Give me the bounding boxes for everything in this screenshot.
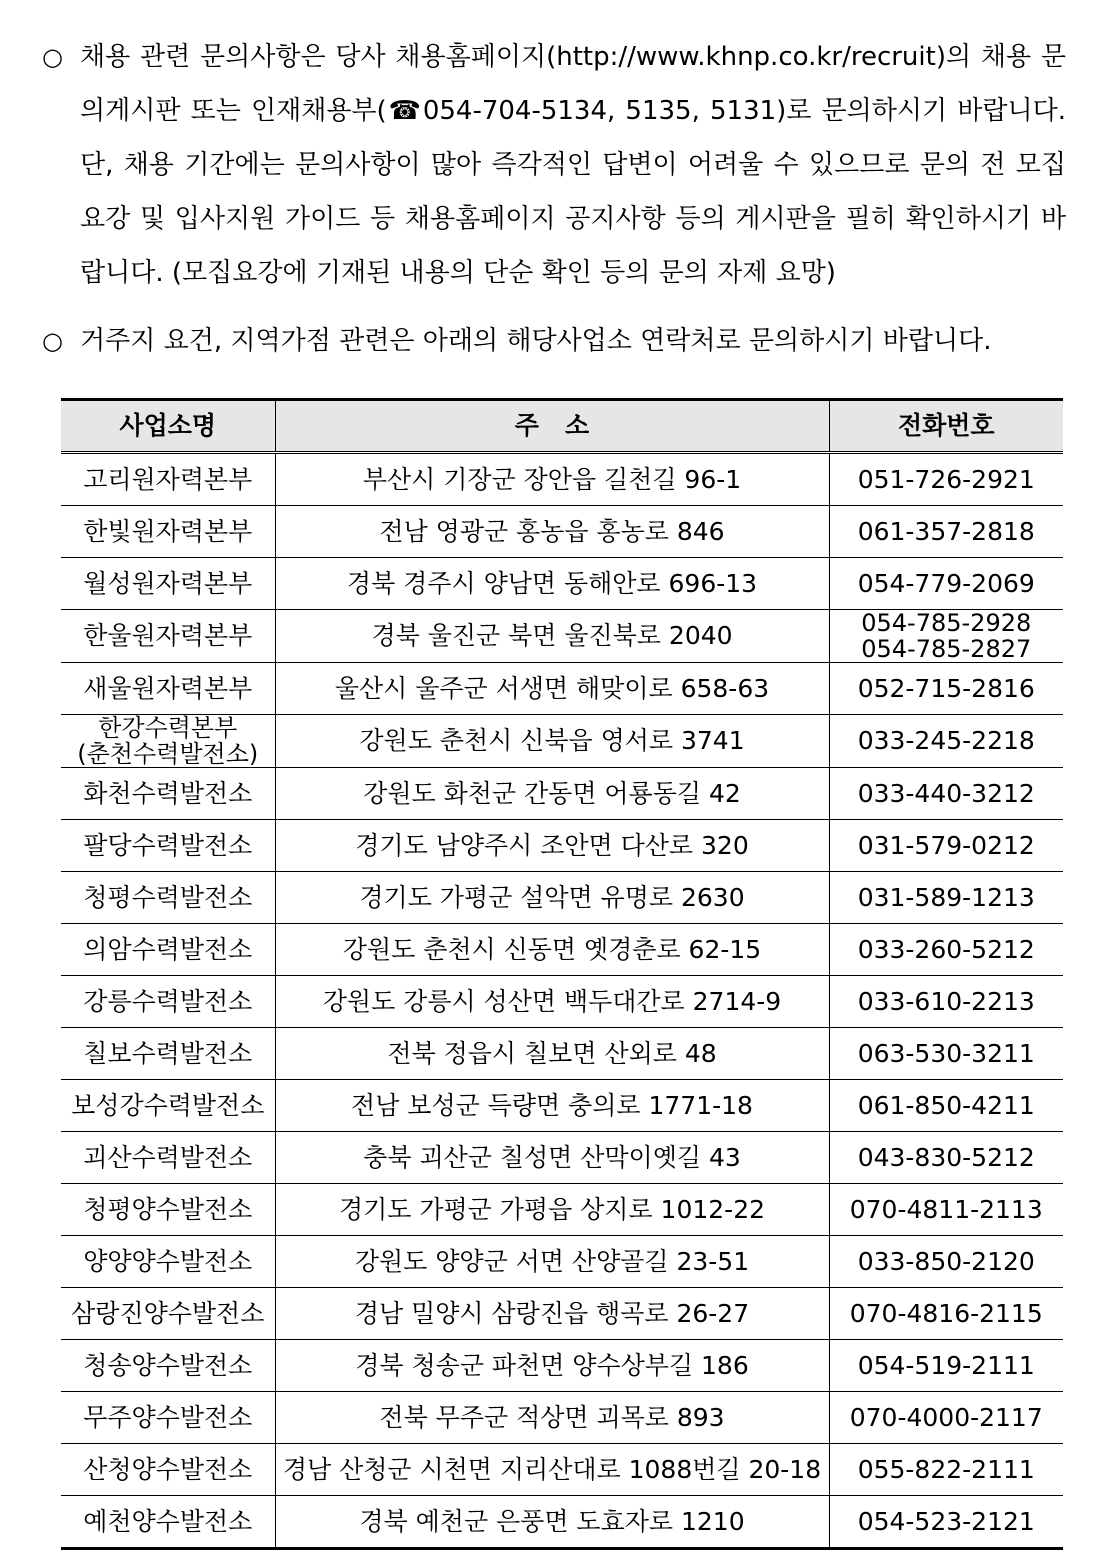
address-cell: 강원도 춘천시 신북읍 영서로 3741 xyxy=(275,715,829,768)
office-name-cell: 한빛원자력본부 xyxy=(61,506,275,558)
office-name-cell: 의암수력발전소 xyxy=(61,924,275,976)
table-row xyxy=(61,506,1063,558)
office-name-cell xyxy=(61,715,275,768)
address-cell: 강원도 강릉시 성산면 백두대간로 2714-9 xyxy=(275,976,829,1028)
office-name-cell: 화천수력발전소 xyxy=(61,768,275,820)
phone-cell: 055-822-2111 xyxy=(829,1444,1063,1496)
phone-cell: 070-4816-2115 xyxy=(829,1288,1063,1340)
circle-bullet-icon: ○ xyxy=(42,43,63,71)
address-cell: 전남 보성군 득량면 충의로 1771-18 xyxy=(275,1080,829,1132)
table-header-row xyxy=(61,400,1063,453)
address-cell: 경남 밀양시 삼랑진읍 행곡로 26-27 xyxy=(275,1288,829,1340)
phone-cell: 031-589-1213 xyxy=(829,872,1063,924)
address-cell: 경북 예천군 은풍면 도효자로 1210 xyxy=(275,1496,829,1549)
table-row xyxy=(61,1132,1063,1184)
phone-cell: 031-579-0212 xyxy=(829,820,1063,872)
table-row xyxy=(61,1080,1063,1132)
office-name-cell: 삼랑진양수발전소 xyxy=(61,1288,275,1340)
address-cell: 부산시 기장군 장안읍 길천길 96-1 xyxy=(275,453,829,506)
table-row xyxy=(61,1444,1063,1496)
phone-cell: 043-830-5212 xyxy=(829,1132,1063,1184)
office-name-cell: 청평수력발전소 xyxy=(61,872,275,924)
phone-cell: 033-260-5212 xyxy=(829,924,1063,976)
office-name-cell: 청평양수발전소 xyxy=(61,1184,275,1236)
table-row xyxy=(61,1340,1063,1392)
table-row xyxy=(61,1288,1063,1340)
office-name-cell: 산청양수발전소 xyxy=(61,1444,275,1496)
table-row xyxy=(61,1236,1063,1288)
address-cell: 강원도 춘천시 신동면 옛경춘로 62-15 xyxy=(275,924,829,976)
office-name-cell: 팔당수력발전소 xyxy=(61,820,275,872)
notice-recruit-inquiry xyxy=(42,30,1066,300)
phone-cell: 033-440-3212 xyxy=(829,768,1063,820)
header-office-name: 사업소명 xyxy=(61,400,275,453)
phone-cell xyxy=(829,610,1063,663)
phone-cell: 063-530-3211 xyxy=(829,1028,1063,1080)
office-name-cell: 월성원자력본부 xyxy=(61,558,275,610)
table-row xyxy=(61,820,1063,872)
office-name-cell: 한울원자력본부 xyxy=(61,610,275,663)
address-cell: 전남 영광군 홍농읍 홍농로 846 xyxy=(275,506,829,558)
address-cell: 경북 청송군 파천면 양수상부길 186 xyxy=(275,1340,829,1392)
phone-number: 054-785-2928 xyxy=(861,609,1032,637)
table-row xyxy=(61,663,1063,715)
office-name-cell: 예천양수발전소 xyxy=(61,1496,275,1549)
phone-cell: 070-4000-2117 xyxy=(829,1392,1063,1444)
office-name-cell: 칠보수력발전소 xyxy=(61,1028,275,1080)
office-name-cell: 무주양수발전소 xyxy=(61,1392,275,1444)
table-row xyxy=(61,872,1063,924)
office-name-cell: 강릉수력발전소 xyxy=(61,976,275,1028)
address-cell: 경기도 남양주시 조안면 다산로 320 xyxy=(275,820,829,872)
address-cell: 경북 울진군 북면 울진북로 2040 xyxy=(275,610,829,663)
table-row xyxy=(61,924,1063,976)
phone-cell: 051-726-2921 xyxy=(829,453,1063,506)
office-name-cell: 새울원자력본부 xyxy=(61,663,275,715)
phone-number-secondary: 054-785-2827 xyxy=(861,635,1032,663)
phone-cell: 061-357-2818 xyxy=(829,506,1063,558)
phone-cell: 033-245-2218 xyxy=(829,715,1063,768)
address-cell: 강원도 양양군 서면 산양골길 23-51 xyxy=(275,1236,829,1288)
table-body xyxy=(61,453,1063,1549)
office-name: 한강수력본부 xyxy=(98,714,238,742)
header-address: 주 소 xyxy=(275,400,829,453)
phone-cell: 054-523-2121 xyxy=(829,1496,1063,1549)
office-contact-table xyxy=(61,398,1063,1550)
table-row xyxy=(61,558,1063,610)
office-name-sub: (춘천수력발전소) xyxy=(77,740,259,768)
notice-text: 거주지 요건, 지역가점 관련은 아래의 해당사업소 연락처로 문의하시기 바랍니다. xyxy=(80,326,992,356)
table-row xyxy=(61,610,1063,663)
office-name-cell: 청송양수발전소 xyxy=(61,1340,275,1392)
office-name-cell: 괴산수력발전소 xyxy=(61,1132,275,1184)
notice-residence-inquiry xyxy=(42,314,1066,368)
phone-cell: 033-850-2120 xyxy=(829,1236,1063,1288)
header-phone: 전화번호 xyxy=(829,400,1063,453)
address-cell: 충북 괴산군 칠성면 산막이옛길 43 xyxy=(275,1132,829,1184)
address-cell: 경남 산청군 시천면 지리산대로 1088번길 20-18 xyxy=(275,1444,829,1496)
table-row xyxy=(61,715,1063,768)
circle-bullet-icon: ○ xyxy=(42,327,63,355)
address-cell: 경기도 가평군 가평읍 상지로 1012-22 xyxy=(275,1184,829,1236)
phone-cell: 052-715-2816 xyxy=(829,663,1063,715)
address-cell: 경기도 가평군 설악면 유명로 2630 xyxy=(275,872,829,924)
table-row xyxy=(61,768,1063,820)
table-row xyxy=(61,1496,1063,1549)
table-row xyxy=(61,1392,1063,1444)
phone-cell: 054-779-2069 xyxy=(829,558,1063,610)
address-cell: 전북 정읍시 칠보면 산외로 48 xyxy=(275,1028,829,1080)
address-cell: 강원도 화천군 간동면 어룡동길 42 xyxy=(275,768,829,820)
address-cell: 경북 경주시 양남면 동해안로 696-13 xyxy=(275,558,829,610)
table-row xyxy=(61,453,1063,506)
table-row xyxy=(61,1184,1063,1236)
phone-cell: 033-610-2213 xyxy=(829,976,1063,1028)
notice-text: 채용 관련 문의사항은 당사 채용홈페이지(http://www.khnp.co.kr/recruit)의 채용 문의게시판 또는 인재채용부(☎054-704-5134, 5135, 5131)로 문의하시기 바랍니다. 단, 채용 기간에는 문의사항이 많아 즉각적인 답변이 어려울 수 있으므로 문의 전 모집요강 및 입사지원 가이드 등 채용홈페이지 공지사항 등의 게시판을 필히 확인하시기 바랍니다. (모집요강에 기재된 내용의 단순 확인 등의 문의 자제 요망) xyxy=(80,42,1066,288)
table-row xyxy=(61,1028,1063,1080)
phone-cell: 054-519-2111 xyxy=(829,1340,1063,1392)
office-name-cell: 고리원자력본부 xyxy=(61,453,275,506)
phone-cell: 070-4811-2113 xyxy=(829,1184,1063,1236)
table-row xyxy=(61,976,1063,1028)
address-cell: 전북 무주군 적상면 괴목로 893 xyxy=(275,1392,829,1444)
address-cell: 울산시 울주군 서생면 해맞이로 658-63 xyxy=(275,663,829,715)
office-name-cell: 양양양수발전소 xyxy=(61,1236,275,1288)
office-name-cell: 보성강수력발전소 xyxy=(61,1080,275,1132)
phone-cell: 061-850-4211 xyxy=(829,1080,1063,1132)
